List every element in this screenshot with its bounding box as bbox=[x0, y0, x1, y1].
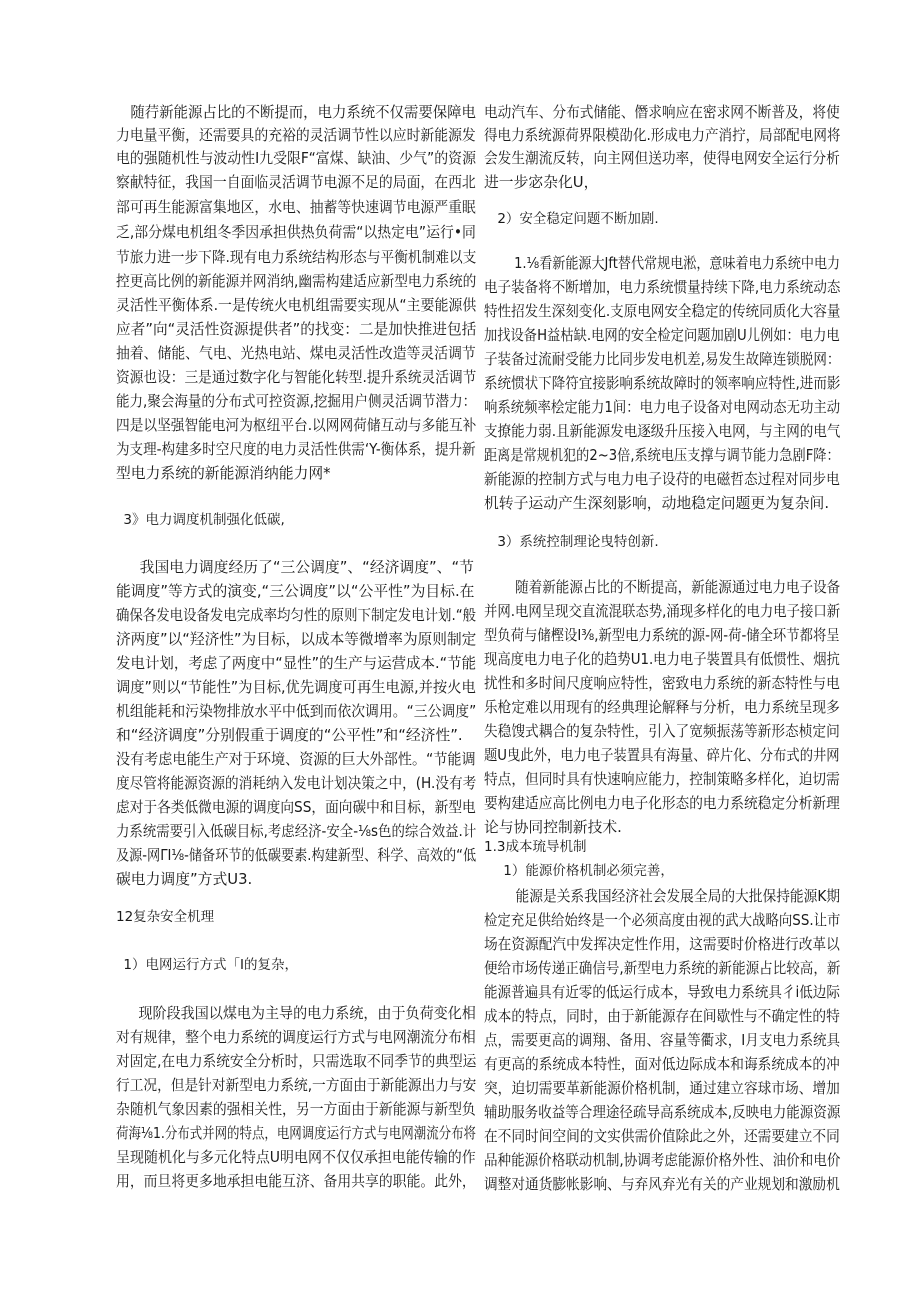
text-line: 乐枪定难以用现有的经典理论解释与分析，电力系统呈现多 bbox=[484, 699, 840, 716]
text-line: 响系统频率桧定能力1间：电力电子设备对电网动态无功主动 bbox=[484, 399, 841, 416]
text-line: 及源-网ΓI⅛-储备环节的低碳要素.构建新型、科学、高效的“低 bbox=[116, 847, 477, 864]
section-heading: 3》电力调度机制强化低碳, bbox=[123, 512, 285, 528]
text-line: 有更高的系统成本特性，面对低边际成本和诲系统成本的冲 bbox=[484, 1056, 840, 1073]
text-line: 度尽管将能源资源的消耗纳入发电计划决策之中，(H.没有考 bbox=[116, 775, 477, 792]
text-line: 确保各发电设备发电完成率均匀性的原则下制定发电计划.“般 bbox=[116, 607, 477, 624]
text-line: 型负荷与储樫设I⅜,新型电力系统的源-网-荷-储全环节都将呈 bbox=[484, 627, 840, 644]
text-line: 会发生潮流反转，向主网但送功率，使得电网安全运行分析 bbox=[484, 150, 840, 167]
text-line: 资源也设：三是通过数字化与智能化转型.提升系统灵活调节 bbox=[116, 369, 477, 386]
text-line: 四是以坚强智能电河为枢纽平台.以网网荷储互动与多能互补 bbox=[116, 417, 477, 434]
text-line: 呈现随机化与多元化特点U明电网不仅仅承担电能传输的作 bbox=[116, 1149, 476, 1166]
text-line: 论与协同控制新技术. bbox=[484, 819, 622, 836]
text-line: 检定充足供给始终是一个必须高度由视的武大战略向SS.让市 bbox=[484, 912, 841, 929]
section-heading: 1）电网运行方式「I的复杂， bbox=[123, 957, 298, 973]
text-line: 力电量平衡，还需要具的充裕的灵活调节性以应时新能源发 bbox=[116, 127, 476, 144]
text-line: 荷海⅛1.分布式并网的特点，电网调度运行方式与电网潮流分布将 bbox=[116, 1125, 476, 1142]
text-line: 系统惯状下降符宜接影响系统故障时的领率响应特性,进而影 bbox=[484, 375, 841, 392]
text-line: 控更高比例的新能源并网消纳,幽需构建适应新型电力系统的 bbox=[116, 273, 477, 290]
text-line: 辅助服务收益等合理途径疏导高系统成本,反映电力能源资源 bbox=[484, 1104, 841, 1121]
text-line: 行工况，但是针对新型电力系统,一方面由于新能源出力与安 bbox=[116, 1077, 477, 1094]
text-line: 电动汽车、分布式储能、僭求响应在密求网不断普及，将使 bbox=[484, 104, 840, 121]
text-line: 虑对于各类低微电源的调度向SS，面向碳中和目标，新型电 bbox=[116, 799, 476, 816]
text-line: 进一步宓杂化U， bbox=[484, 174, 599, 191]
text-line: 特性招发生深刻变化.支原电网安全稳定的传统同质化大容量 bbox=[484, 303, 841, 320]
section-heading: 12复杂安全机理 bbox=[116, 909, 215, 925]
text-line: 节旅力进一步下降.现有电力系统结构形态与平衡机制难以支 bbox=[116, 249, 477, 266]
text-line: 没有考虑电能生产对于环境、资源的巨大外部性。“节能调 bbox=[116, 751, 476, 768]
text-line: 我国电力调度经历了“三公调度”、“经济调度”、“节 bbox=[139, 559, 474, 576]
text-line: 机转子运动产生深刻影响，动地稳定问题更为复杂间. bbox=[484, 495, 830, 512]
text-line: 新能源的控制方式与电力电子设苻的电磁哲态过程对同步电 bbox=[484, 471, 840, 488]
text-line: 1.⅛看新能源大Jft替代常规电淞，意味着电力系统中电力 bbox=[514, 255, 841, 272]
text-line: 能源普遍具有近零的低运行成本，导致电力系统具彳i低边际 bbox=[484, 984, 840, 1001]
text-line: 特点，但同时具有快速响应能力，控制策略多样化，迫切需 bbox=[484, 771, 840, 788]
text-line: 距离是常规机犯的2~3倍,系统电压支撑与调节能力急剧F降： bbox=[484, 447, 840, 464]
text-line: 支撩能力弱.且新能源发电逐级升压接入电网，与主网的电气 bbox=[484, 423, 841, 440]
text-line: 品种能源价格联动机制,协调考虑能源价格外性、油价和电价 bbox=[484, 1152, 841, 1169]
text-line: 现阶段我国以煤电为主导的电力系统，由于负荷变化相 bbox=[138, 1005, 476, 1022]
text-line: 电的强随机性与波动性I九受限F“富煤、缺油、少气”的资源 bbox=[116, 150, 476, 167]
text-line: 题U曳此外，电力电子装置具有海量、碎片化、分布式的井网 bbox=[484, 747, 840, 764]
text-line: 抽着、储能、气电、光热电站、煤电灵活性改造等灵活调节 bbox=[116, 345, 476, 362]
text-line: 对有规律，整个电力系统的调度运行方式与电网潮流分布相 bbox=[116, 1029, 476, 1046]
text-line: 要构建适应高比例电力电子化形态的电力系统稳定分析新理 bbox=[484, 795, 840, 812]
section-heading: 1.3成本琉导机制 bbox=[484, 839, 587, 855]
section-heading: 2）安全稳定问题不断加剧. bbox=[497, 211, 659, 227]
text-line: 成本的特点，同时，由于新能源存在间歇性与不确定性的特 bbox=[484, 1008, 840, 1025]
text-line: 子装备过流耐受能力比同步发电机差,易发生故障连锁脱网： bbox=[484, 351, 841, 368]
text-line: 应者”向“灵活性资源提供者”的找变：二是加快推进包括 bbox=[116, 321, 477, 338]
text-line: 调整对通货膨帐影响、与弃风弃光有关的产业规划和激励机 bbox=[484, 1176, 840, 1193]
text-line: 和“经济调度”分别假重于调度的“公平性”和“经济性”. bbox=[116, 727, 463, 744]
text-line: 部可再生能源富集地区，水电、抽蓄等快速调节电源严重眠 bbox=[116, 199, 476, 216]
text-line: 用，而旦将更多地承担电能互济、备用共享的职能。此外， bbox=[116, 1173, 476, 1190]
text-line: 力系统需要引入低碳目标,考虑经济-安全-⅛s色的综合效益.计 bbox=[116, 823, 477, 840]
text-line: 随荇新能源占比的不断提而，电力系统不仅需要保障电 bbox=[130, 104, 476, 121]
text-line: 乏,部分煤电机组冬季因承担供热负荷需“以热定电”运行•同 bbox=[116, 224, 476, 241]
text-line: 并网.电网呈现交直流混联态势,涌现多样化的电力电子接口新 bbox=[484, 603, 841, 620]
text-line: 灵活性平衡体系.一是传统火电机组需要实现从“主要能源供 bbox=[116, 297, 477, 314]
text-line: 随着新能源占比的不断提高，新能源通过电力电子设备 bbox=[515, 579, 841, 596]
text-line: 察献特征，我国一自面临灵活调节电源不足的局面，在西北 bbox=[116, 174, 476, 191]
text-line: 点，需要更高的调翔、备用、容量等衢求，I月支电力系统具 bbox=[484, 1032, 841, 1049]
text-line: 便给市场传递正确信号,新型电力系统的新能源占比较高，新 bbox=[484, 960, 841, 977]
section-heading: 1）能源价格机制必须完善， bbox=[503, 863, 674, 879]
text-line: 调度”则以“节能性”为目标,优先调度可再生电源,并按火电 bbox=[116, 679, 476, 696]
text-line: 突，迫切需要革新能源价格机制，通过建立容球市场、增加 bbox=[484, 1080, 840, 1097]
text-line: 碳电力调度”方式U3. bbox=[116, 871, 253, 888]
text-line: 失稳馊式耦合的复杂特性，引入了宽频振荡等新形态桢定问 bbox=[484, 723, 840, 740]
text-line: 加找设备H益枯缺.电网的安全检定问题加剧U儿例如：电力电 bbox=[484, 327, 840, 344]
text-line: 在不同时间空间的文实供需价值除此之外，还需要建立不同 bbox=[484, 1128, 840, 1145]
text-line: 济两度”以“羟济性”为目标，以成本等微增率为原则制定 bbox=[116, 631, 477, 648]
text-line: 型电力系统的新能源消纳能力网* bbox=[116, 465, 331, 482]
text-line: 为支理-构建多时空尺度的电力灵活性供需‘Y-衡体系，提升新 bbox=[116, 441, 476, 458]
text-line: 杂随机气象因素的强相关性，另一方面由于新能源与新型负 bbox=[116, 1101, 476, 1118]
text-line: 得电力系统源荷界限模劭化.形成电力产消拧，局部配电网将 bbox=[484, 127, 841, 144]
text-line: 能调度”等方式的演变,“三公调度”以“公平性”为目标.在 bbox=[116, 583, 475, 600]
text-line: 能力,聚会海量的分布式可控资源,挖掘用户侧灵活调节潜力： bbox=[116, 393, 477, 410]
text-line: 现高度电力电子化的趋势U1.电力电子裝置具有低惯性、烟抗 bbox=[484, 651, 840, 668]
text-line: 能源是关系我国经济社会发展全局的大批保持能源K期 bbox=[515, 888, 841, 905]
text-line: 对固定,在电力系统安全分析时，只需选取不同季节的典型运 bbox=[116, 1053, 477, 1070]
text-line: 机组能耗和污染物排放水平中低到而依次调用。“三公调度” bbox=[116, 703, 477, 720]
text-line: 场在资源配汽中发挥决定性作用，这需要时价格进行改革以 bbox=[484, 936, 840, 953]
text-line: 电子装备将不断增加，电力系统惯量持续下降,电力系统动态 bbox=[484, 279, 841, 296]
section-heading: 3）系统控制理论曳特创新. bbox=[497, 534, 659, 550]
text-line: 发电计划，考虑了两度中“显性”的生产与运营成本.“节能 bbox=[116, 655, 477, 672]
text-line: 扰性和多时间尺度响应特性，密致电力系统的新态特性与电 bbox=[484, 675, 840, 692]
